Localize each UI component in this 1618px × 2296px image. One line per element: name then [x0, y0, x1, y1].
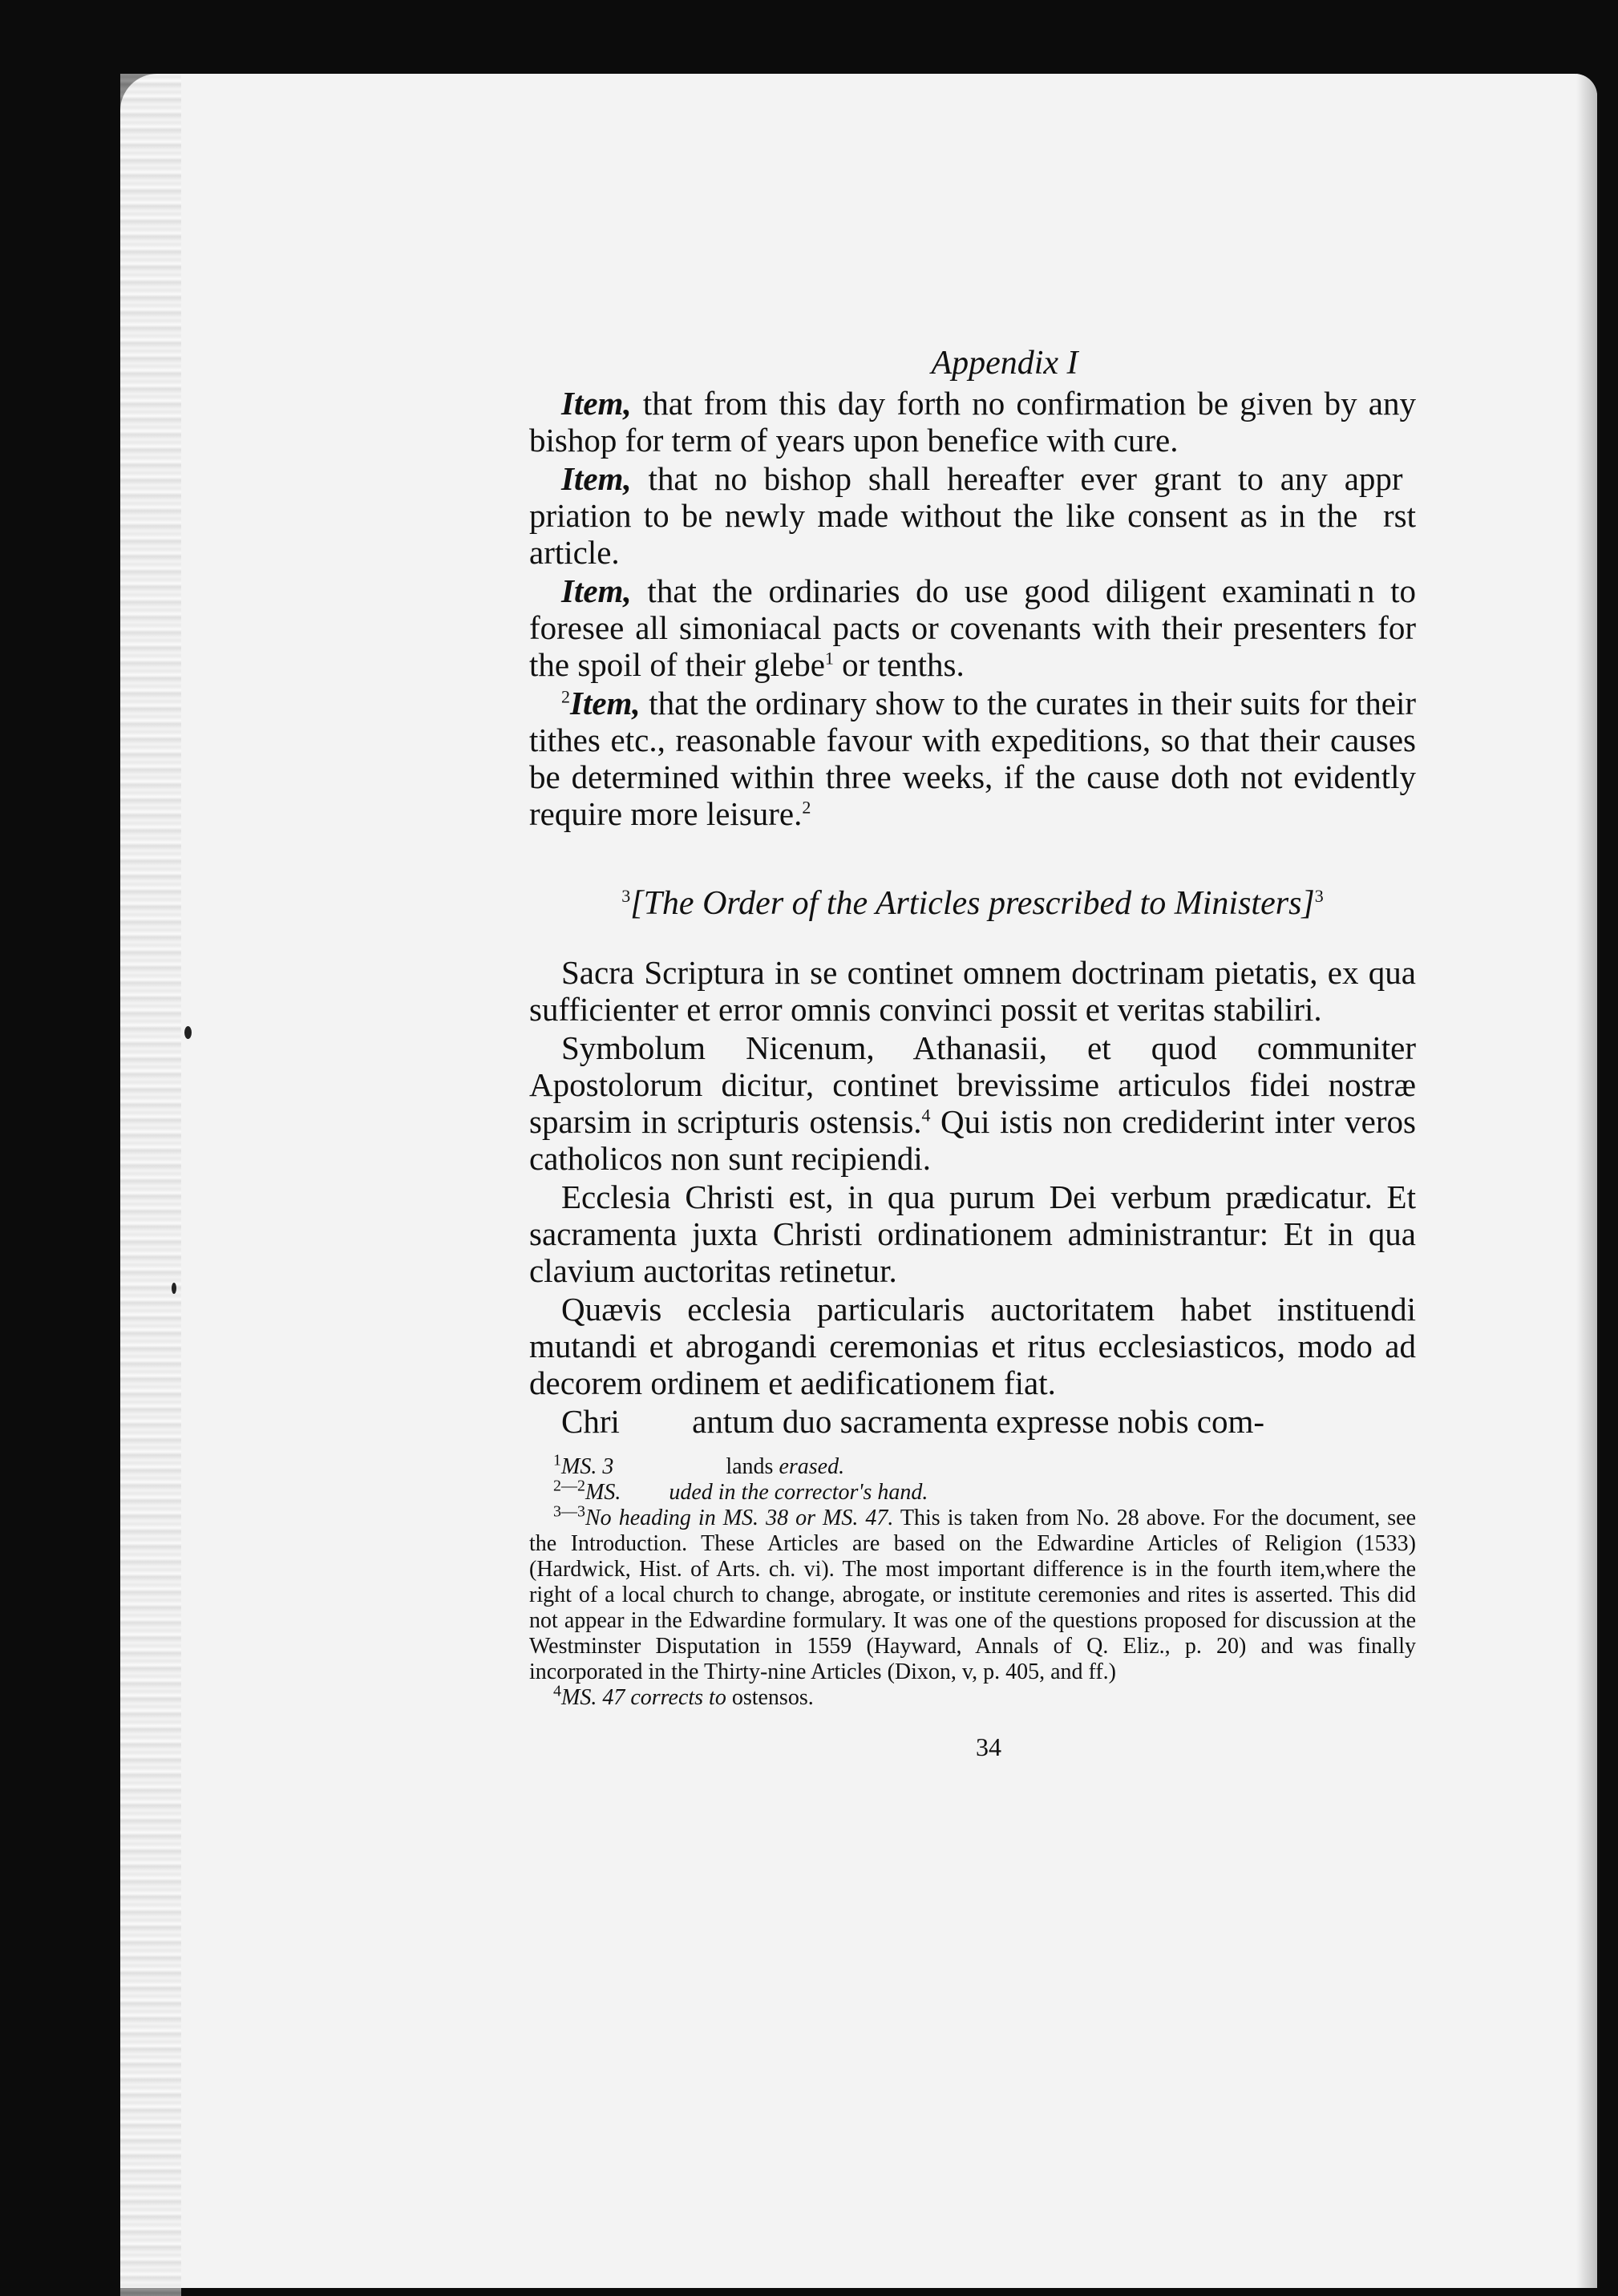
page-text-block — [529, 345, 1416, 1765]
footnote: $^{2—2}$MS. uded in the corrector's hand. — [553, 1477, 928, 1505]
running-head: Appendix I — [931, 345, 1078, 382]
ink-speck — [172, 1283, 176, 1294]
item-paragraph: Item, that from this day forth no confirmation be given by any bishop for term of years upon benefice with cure. — [529, 385, 1416, 459]
footnote: $^{3—3}$No heading in MS. 38 or MS. 47. This is taken from No. 28 above. For the document, see the Introduction. These Articles are based on the Edwardine Articles of Religion (1533) (Hardwick, Hist. of Arts. ch. vi). The most important difference is in the fourth item,where the right of a local church to change, abrogate, or institute ceremonies and rites is asserted. This did not appear in the Edwardine formulary. It was one of the questions proposed for discussion at the Westminster Disputation in 1559 (Hayward, Annals of Q. Eliz., p. 20) and was finally incorporated in the Thirty-nine Articles (Dixon, v, p. 405, and ff.) — [529, 1502, 1416, 1684]
footnote-ref: 2 — [561, 686, 570, 707]
footnote-ref: 2 — [802, 797, 811, 818]
section-heading: $^3$[The Order of the Articles prescribed to Ministers]$^3$ — [621, 885, 1324, 922]
footnote-ref: 1 — [824, 648, 834, 669]
item-paragraph: Item, that no bishop shall hereafter ever grant to any appr priation to be newly made without the like consent as in the rst article. — [529, 460, 1416, 571]
item-paragraph: $^2$Item, that the ordinary show to the curates in their suits for their tithes etc., reasonable favour with expeditions, so that their causes be determined within three weeks, if the cause doth not evidently require more leisure.$^2$ — [529, 685, 1416, 832]
footnote: $^4$MS. 47 corrects to ostensos. — [553, 1682, 814, 1710]
latin-paragraph: Ecclesia Christi est, in qua purum Dei verbum prædicatur. Et sacramenta juxta Christi ordinationem administrantur: Et in qua clavium auctoritas retinetur. — [529, 1178, 1416, 1289]
latin-paragraph: Symbolum Nicenum, Athanasii, et quod communiter Apostolorum dicitur, continet brevissime articulos fidei nostræ sparsim in scripturis ostensis.$^4$ Qui istis non crediderint inter veros catholicos non sunt recipiendi. — [529, 1029, 1416, 1177]
ink-speck — [184, 1026, 192, 1039]
latin-paragraph: Chri antum duo sacramenta expresse nobis com- — [561, 1403, 1265, 1440]
page-binding-edge — [120, 74, 181, 2296]
footnote-ref: 4 — [921, 1105, 931, 1126]
item-paragraph: Item, that the ordinaries do use good diligent examinati n to foresee all simoniacal pacts or covenants with their presenters for the spoil of their glebe$^1$ or tenths. — [529, 572, 1416, 683]
footnote: $^1$MS. 3 lands erased. — [553, 1451, 845, 1479]
latin-paragraph: Quævis ecclesia particularis auctoritatem habet instituendi mutandi et abrogandi ceremonias et ritus ecclesiasticos, modo ad decorem ordinem et aedificationem fiat. — [529, 1291, 1416, 1401]
page-number: 34 — [976, 1732, 1001, 1761]
latin-paragraph: Sacra Scriptura in se continet omnem doctrinam pietatis, ex qua sufficienter et error omnis convinci possit et veritas stabiliri. — [529, 954, 1416, 1028]
footnotes — [529, 1451, 1416, 1711]
